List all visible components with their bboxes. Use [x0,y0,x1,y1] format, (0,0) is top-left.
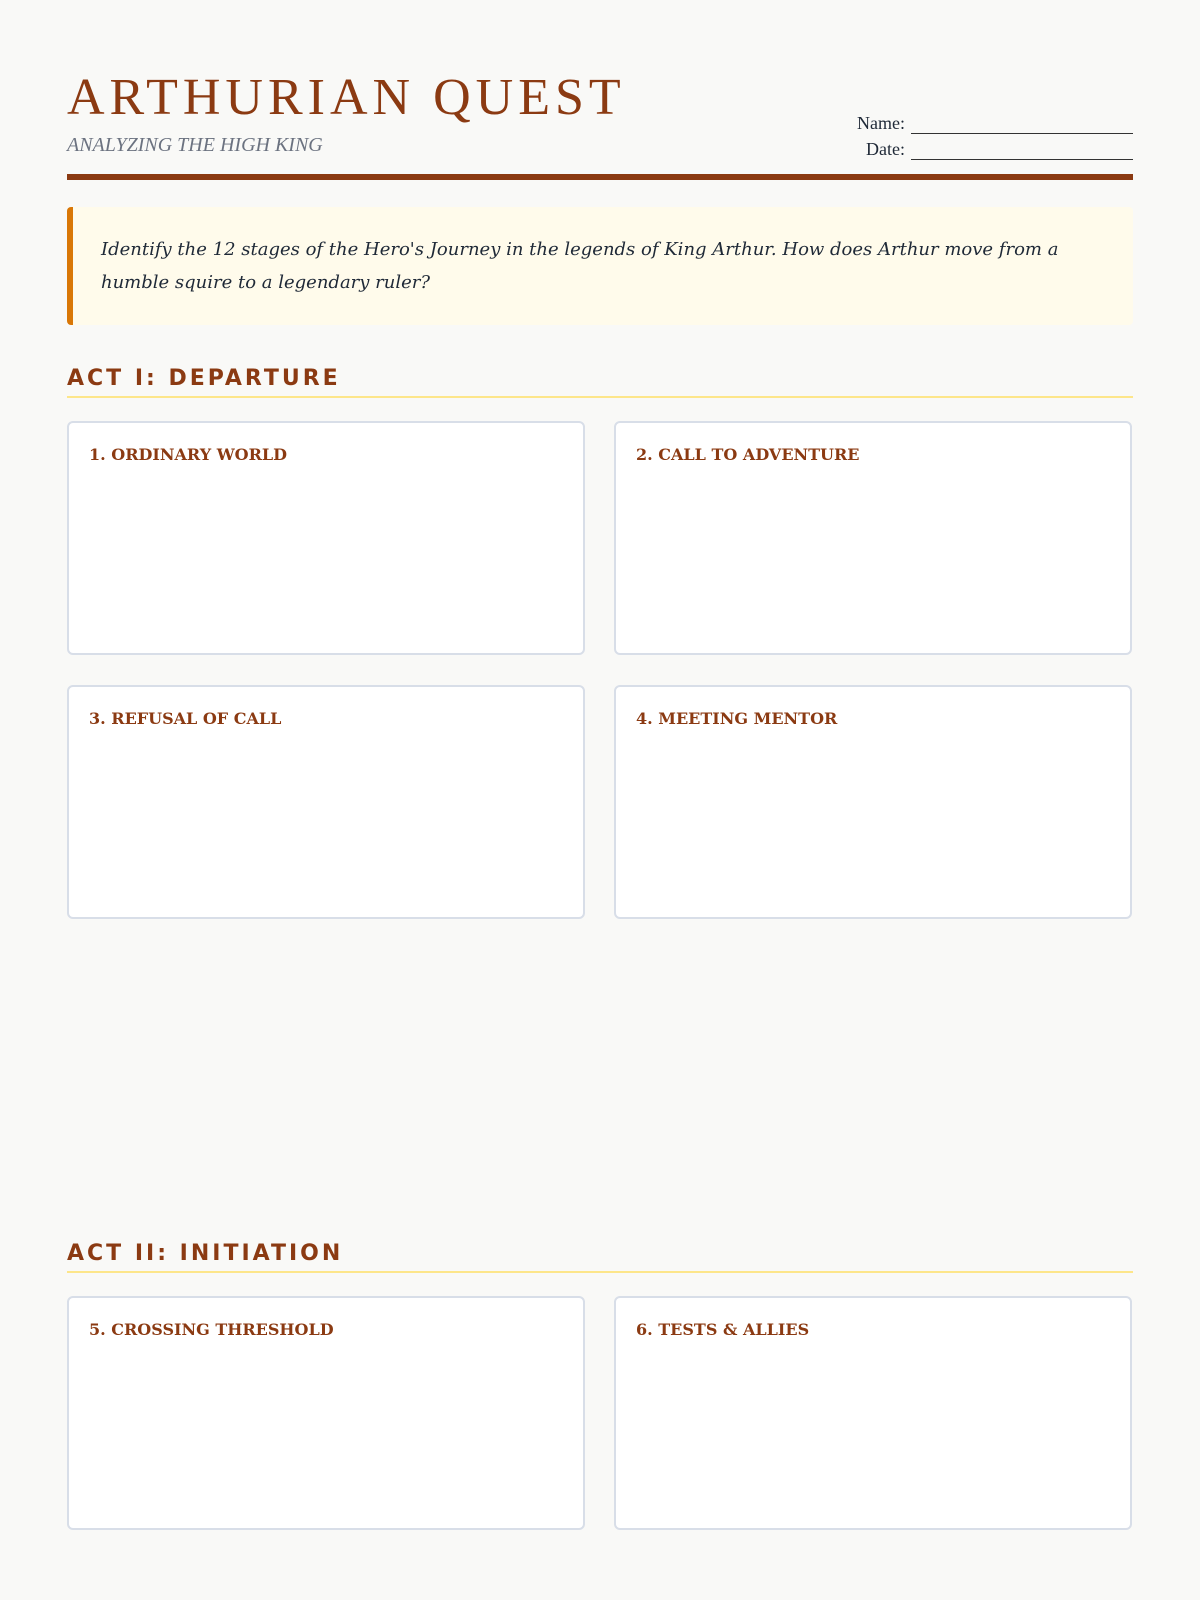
name-label: Name: [857,113,905,133]
stage-label: 5. CROSSING THRESHOLD [89,1320,334,1339]
header-divider [67,174,1133,180]
date-row [833,134,1133,160]
student-info [833,108,1133,160]
instructions-text: Identify the 12 stages of the Hero's Journey in the legends of King Arthur. How does Arthur move from a humble squire to a legendary ruler? [101,239,1059,293]
stage-label: 3. REFUSAL OF CALL [89,709,282,728]
stage-card-meeting-mentor[interactable] [614,685,1132,919]
worksheet-page [67,0,1133,1600]
worksheet-header [67,66,1133,182]
stage-label: 6. TESTS & ALLIES [636,1320,810,1339]
stage-card-ordinary-world[interactable] [67,421,585,655]
stage-card-refusal-of-call[interactable] [67,685,585,919]
page-title: ARTHURIAN QUEST [67,69,626,126]
name-field[interactable] [911,115,1133,134]
act-2-heading: ACT II: INITIATION [67,1237,1133,1273]
act-1-heading: ACT I: DEPARTURE [67,362,1133,398]
stage-card-crossing-threshold[interactable] [67,1296,585,1530]
name-row [833,108,1133,134]
date-label: Date: [866,139,905,159]
page-subtitle: ANALYZING THE HIGH KING [67,134,323,156]
instructions-box [67,207,1133,325]
stage-label: 2. CALL TO ADVENTURE [636,445,860,464]
date-field[interactable] [911,141,1133,160]
stage-label: 4. MEETING MENTOR [636,709,838,728]
stage-label: 1. ORDINARY WORLD [89,445,288,464]
stage-card-call-to-adventure[interactable] [614,421,1132,655]
stage-card-tests-allies[interactable] [614,1296,1132,1530]
